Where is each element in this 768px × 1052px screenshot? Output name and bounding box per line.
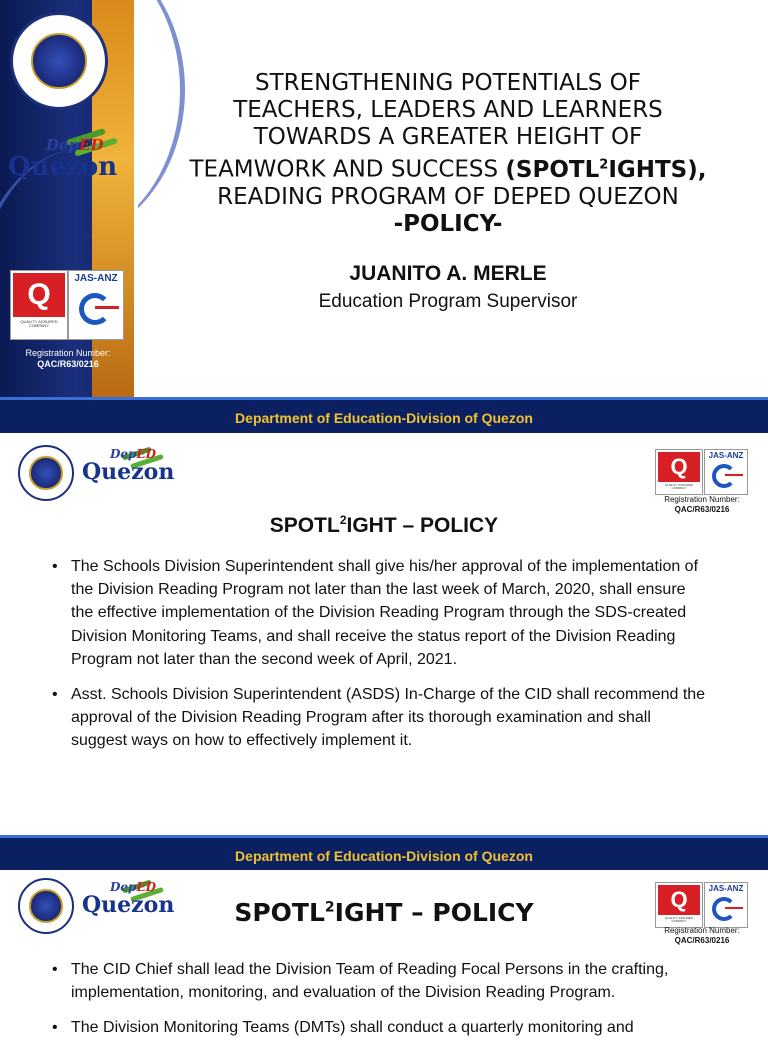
registration-info: Registration Number: QAC/R63/0216 (664, 495, 740, 514)
deped-seal-icon (18, 445, 74, 501)
deped-seal-icon (10, 12, 108, 110)
deped-quezon-logo: DepED Quezon (82, 880, 175, 918)
policy-slide-2 (0, 870, 768, 1037)
list-item: • The Schools Division Superintendent shall give his/her approval of the implementation of the Division Reading Program not later than the last week of March, 2020, shall ensure the effective implementation of the Division Reading Program through the SDS-created Division Monitoring Teams, and shall receive the status report of the Division Reading Program not later than the second week of April, 2021. (52, 558, 699, 668)
list-item: • Asst. Schools Division Superintendent (ASDS) In-Charge of the CID shall recommend the approval of the Division Reading Program after its thorough examination and shall suggest ways on how to effectively implement it. (52, 686, 706, 750)
jas-anz-badge: JAS-ANZ (704, 882, 748, 928)
deped-quezon-logo: DepED Quezon (8, 136, 118, 182)
quality-assured-badge: Q QUALITY ASSURED COMPANY (655, 882, 703, 928)
slide-heading: SPOTL$^2$IGHT – POLICY (269, 513, 499, 537)
registration-info: Registration Number: QAC/R63/0216 (664, 926, 740, 945)
presenter-role: Education Program Supervisor (318, 291, 578, 312)
registration-info: Registration Number: QAC/R63/0216 (25, 348, 111, 369)
presentation-title: STRENGTHENING POTENTIALS OF TEACHERS, LEADERS AND LEARNERS TOWARDS A GREATER HEIGHT OF TEAMWORK AND SUCCESS (SPOTL$^2$IGHTS), READING PROGRAM OF DEPED QUEZON -POLICY- (189, 70, 707, 237)
department-banner: Department of Education-Division of Quezon (0, 835, 768, 874)
quality-assured-badge: Q QUALITY ASSURED COMPANY (10, 270, 68, 340)
left-decorative-panel (0, 0, 138, 398)
title-slide (0, 0, 768, 398)
deped-quezon-logo: DepED Quezon (82, 447, 175, 485)
policy-bullet-list (50, 958, 710, 1052)
jas-anz-badge: JAS-ANZ (704, 449, 748, 495)
quality-assured-badge: Q QUALITY ASSURED COMPANY (655, 449, 703, 495)
list-item: • The Division Monitoring Teams (DMTs) shall conduct a quarterly monitoring and (52, 1019, 634, 1037)
list-item: • The CID Chief shall lead the Division Team of Reading Focal Persons in the crafting, implementation, monitoring, and evaluation of the Division Reading Program. (52, 961, 669, 1002)
department-banner: Department of Education-Division of Quezon (0, 397, 768, 436)
slide-heading: SPOTL$^2$IGHT – POLICY (234, 898, 534, 927)
presenter-name: JUANITO A. MERLE (349, 262, 547, 285)
policy-bullet-list (50, 555, 710, 765)
policy-slide-1 (0, 433, 768, 837)
jas-anz-badge: JAS-ANZ (68, 270, 124, 340)
